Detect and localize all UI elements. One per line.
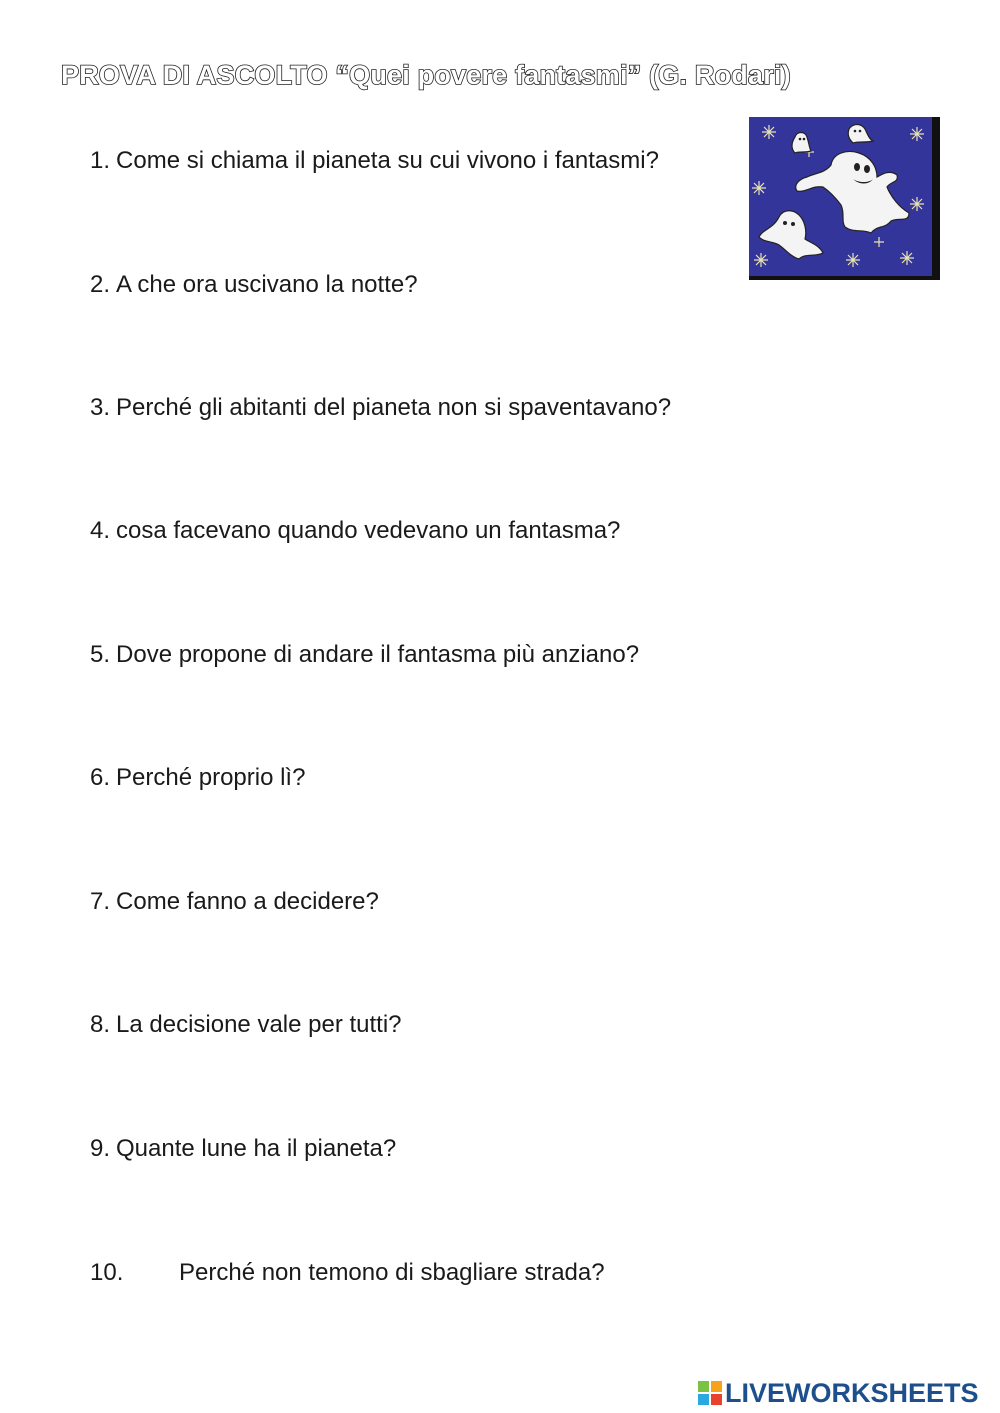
brand-wordmark: LIVEWORKSHEETS	[725, 1377, 979, 1408]
worksheet-title: PROVA DI ASCOLTO “Quei povere fantasmi” (G. Rodari)	[61, 60, 791, 90]
question-1	[90, 147, 659, 175]
question-text: Come fanno a decidere?	[116, 888, 379, 915]
question-5	[90, 641, 639, 669]
question-number: 10.	[90, 1259, 124, 1286]
question-text: La decisione vale per tutti?	[116, 1011, 402, 1038]
question-number: 3.	[90, 394, 111, 421]
question-number: 7.	[90, 888, 111, 915]
question-text: cosa facevano quando vedevano un fantasma?	[116, 517, 621, 544]
ghosts-night-sky-icon	[749, 117, 940, 280]
question-number: 4.	[90, 517, 111, 544]
question-text: Dove propone di andare il fantasma più anziano?	[116, 641, 640, 668]
question-number: 5.	[90, 641, 111, 668]
question-6	[90, 764, 305, 792]
question-9	[90, 1135, 396, 1163]
question-text: Perché gli abitanti del pianeta non si spaventavano?	[116, 394, 672, 421]
liveworksheets-logo-icon	[697, 1380, 723, 1406]
question-text: A che ora uscivano la notte?	[116, 271, 418, 298]
question-number: 1.	[90, 147, 111, 174]
question-8	[90, 1011, 402, 1039]
question-7	[90, 888, 379, 916]
liveworksheets-logo	[697, 1377, 979, 1409]
question-number: 8.	[90, 1011, 111, 1038]
question-text: Perché proprio lì?	[116, 764, 306, 791]
question-3	[90, 394, 671, 422]
question-number: 9.	[90, 1135, 111, 1162]
question-4	[90, 517, 620, 545]
question-text: Quante lune ha il pianeta?	[116, 1135, 397, 1162]
question-number: 2.	[90, 271, 111, 298]
question-number: 6.	[90, 764, 111, 791]
question-text: Come si chiama il pianeta su cui vivono i fantasmi?	[116, 147, 659, 174]
question-text: Perché non temono di sbagliare strada?	[179, 1259, 605, 1286]
question-2	[90, 271, 418, 299]
question-10	[90, 1259, 605, 1287]
